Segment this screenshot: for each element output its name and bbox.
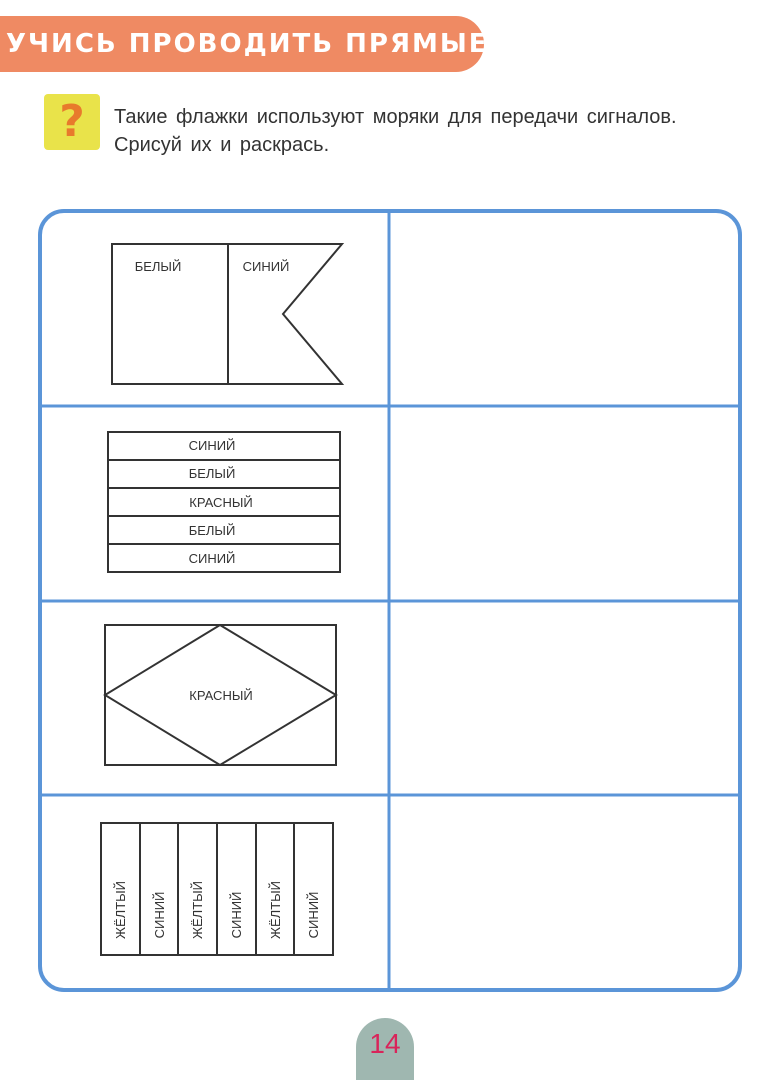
- flag-2-label-4: БЕЛЫЙ: [188, 523, 236, 538]
- page-number-tab: [356, 1018, 414, 1080]
- flag-1-label-left: БЕЛЫЙ: [134, 259, 182, 274]
- instruction-line-1: Такие флажки используют моряки для передачи сигналов.: [114, 106, 677, 128]
- page-number: 14: [369, 1028, 401, 1059]
- flag-vertical-stripes: [101, 823, 333, 955]
- flag-2-label-1: СИНИЙ: [188, 438, 236, 453]
- flag-1-label-right: СИНИЙ: [242, 259, 290, 274]
- flag-4-label-2: СИНИЙ: [152, 891, 167, 939]
- flag-4-label-1: ЖЁЛТЫЙ: [113, 880, 128, 940]
- flag-4-label-6: СИНИЙ: [306, 891, 321, 939]
- instruction-line-2: Срисуй их и раскрась.: [114, 134, 330, 156]
- flag-3-label: КРАСНЫЙ: [189, 688, 253, 703]
- drawing-cell-4[interactable]: [391, 797, 738, 988]
- flag-2-label-3: КРАСНЫЙ: [189, 495, 253, 510]
- page-title: УЧИСЬ ПРОВОДИТЬ ПРЯМЫЕ ЛИНИИ: [6, 29, 619, 59]
- flag-2-label-5: СИНИЙ: [188, 551, 236, 566]
- drawing-cell-1[interactable]: [391, 213, 738, 404]
- flag-4-label-4: СИНИЙ: [229, 891, 244, 939]
- flag-4-label-5: ЖЁЛТЫЙ: [268, 880, 283, 940]
- flag-4-label-3: ЖЁЛТЫЙ: [190, 880, 205, 940]
- drawing-cell-2[interactable]: [391, 408, 738, 599]
- flag-2-label-2: БЕЛЫЙ: [188, 466, 236, 481]
- drawing-cell-3[interactable]: [391, 603, 738, 793]
- question-mark-glyph: ?: [59, 96, 85, 147]
